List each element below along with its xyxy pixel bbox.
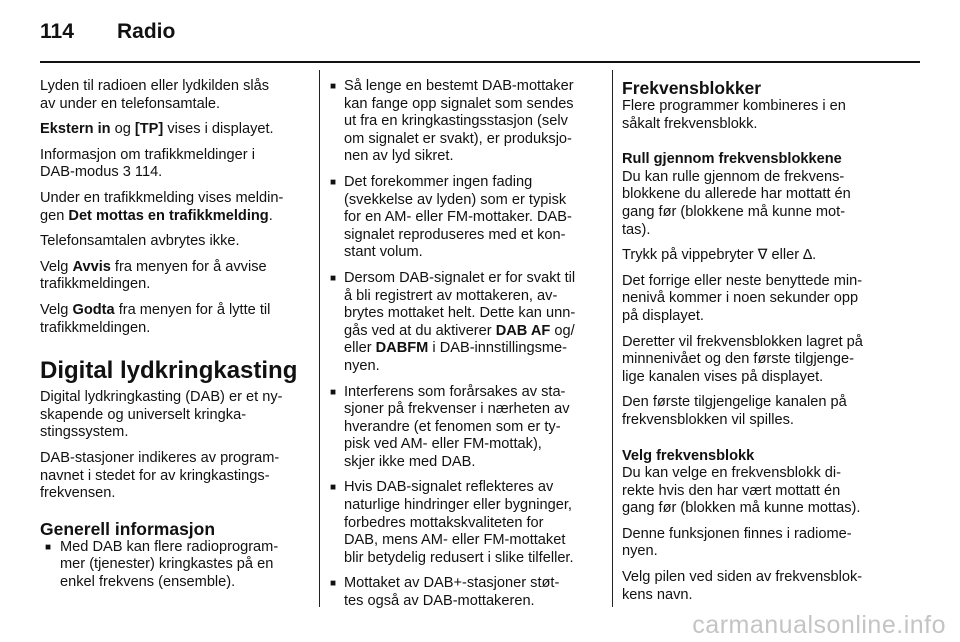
list-item: ■ Med DAB kan flere radioprogram- mer (tjenester) kringkastes på en enkel frekvens (ensemble). (40, 539, 306, 592)
column-divider-1 (319, 70, 320, 607)
column-2 (330, 78, 604, 619)
subheading-rull: Rull gjennom frekvensblokkene (622, 151, 842, 168)
paragraph-trafikkmelding: Under en trafikkmelding vises meldin- gen Det mottas en trafikkmelding. (40, 189, 284, 224)
watermark: carmanualsonline.info (692, 611, 946, 639)
paragraph-vippebryter: Trykk på vippebryter ∇ eller ∆. (622, 247, 817, 264)
paragraph-pilen: Velg pilen ved siden av frekvensblok- kens navn. (622, 569, 863, 603)
paragraph-dab-intro: Digital lydkringkasting (DAB) er et ny- skapende og universelt kringka- stingssystem. (40, 389, 283, 441)
list-item: ■ Det forekommer ingen fading (svekkelse av lyden) som er typisk for en AM- eller FM-mottaker. DAB- signalet reproduseres med et kon- stant volum. (330, 174, 604, 262)
heading-frekvensblokker: Frekvensblokker (622, 78, 762, 98)
paragraph-radiomeny: Denne funksjonen finnes i radiome- nyen. (622, 525, 852, 560)
paragraph-dab-stasjoner: DAB-stasjoner indikeres av program- navnet i stedet for av kringkastings- frekvensen. (40, 449, 280, 502)
paragraph-rull: Du kan rulle gjennom de frekvens- blokkene du allerede har mottatt én gang før (blokkene må kunne mot- tas). (622, 168, 851, 238)
heading-digital-lydkringkasting: Digital lydkringkasting (40, 357, 298, 385)
page-header (40, 18, 920, 58)
paragraph-ekstern: Ekstern in og [TP] vises i displayet. (40, 121, 274, 138)
paragraph-minneniva: Det forrige eller neste benyttede min- nenivå kommer i noen sekunder opp på displayet. (622, 272, 863, 324)
dab-af-label: DAB AF (495, 322, 551, 339)
list-item: ■ Mottaket av DAB+-stasjoner støt- tes også av DAB-mottakeren. (330, 575, 604, 610)
list-item: ■ Interferens som forårsakes av sta- sjoner på frekvenser i nærheten av hverandre (et fenomen som er ty- pisk ved AM- eller FM-mottak), skjer ikke med DAB. (330, 384, 604, 472)
list-item: ■ Hvis DAB-signalet reflekteres av naturlige hindringer eller bygninger, forbedres mottakskvaliteten for DAB, mens AM- eller FM-mottaket blir betydelig redusert i slike tilfeller. (330, 479, 604, 567)
paragraph-avvis: Velg Avvis fra menyen for å avvise trafikkmeldingen. (40, 258, 267, 293)
heading-generell-informasjon: Generell informasjon (40, 518, 216, 539)
paragraph-deretter: Deretter vil frekvensblokken lagret på minnenivået og den første tilgjenge- lige kanalen vises på displayet. (622, 333, 863, 385)
rocker-up-icon: ∆ (803, 247, 813, 264)
tp-label: [TP] (134, 121, 164, 138)
list-item: ■ Så lenge en bestemt DAB-mottaker kan fange opp signalet som sendes ut fra en kringkastingsstasjon (selv om signalet er svakt), er produksjo- nen av lyd sikret. (330, 78, 604, 166)
godta-label: Godta (72, 301, 115, 318)
header-rule (40, 61, 920, 63)
paragraph-godta: Velg Godta fra menyen for å lytte til trafikkmeldingen. (40, 301, 271, 336)
rocker-down-icon: ∇ (757, 247, 768, 264)
paragraph-trafikk-info: Informasjon om trafikkmeldinger i DAB-modus 3 114. (40, 146, 255, 181)
paragraph-telefon: Telefonsamtalen avbrytes ikke. (40, 233, 240, 250)
page-number: 114 (40, 20, 74, 43)
dabfm-label: DABFM (375, 340, 429, 357)
bullet-list-1 (40, 539, 306, 592)
page-title: Radio (117, 20, 176, 43)
subheading-velg: Velg frekvensblokk (622, 447, 755, 464)
paragraph-velg: Du kan velge en frekvensblokk di- rekte hvis den har vært mottatt én gang før (blokken må kunne mottas). (622, 465, 861, 517)
ekstern-label: Ekstern in (40, 121, 111, 138)
list-item: ■ Dersom DAB-signalet er for svakt til å bli registrert av mottakeren, av- brytes mottaket helt. Dette kan unn- gås ved at du aktiverer DAB AF og/ eller DABFM i DAB-innstillingsme- nyen. (330, 270, 604, 376)
paragraph-frekvens-intro: Flere programmer kombineres i en såkalt frekvensblokk. (622, 98, 846, 132)
avvis-label: Avvis (72, 258, 111, 275)
paragraph-forste-kanal: Den første tilgjengelige kanalen på frekvensblokken vil spilles. (622, 394, 847, 428)
column-divider-2 (612, 70, 613, 607)
column-1 (40, 78, 306, 599)
paragraph-intro: Lyden til radioen eller lydkilden slås av under en telefonsamtale. (40, 78, 270, 112)
page-ref-icon: 3 (122, 164, 131, 181)
bullet-list-2 (330, 78, 604, 611)
column-3 (622, 78, 906, 612)
